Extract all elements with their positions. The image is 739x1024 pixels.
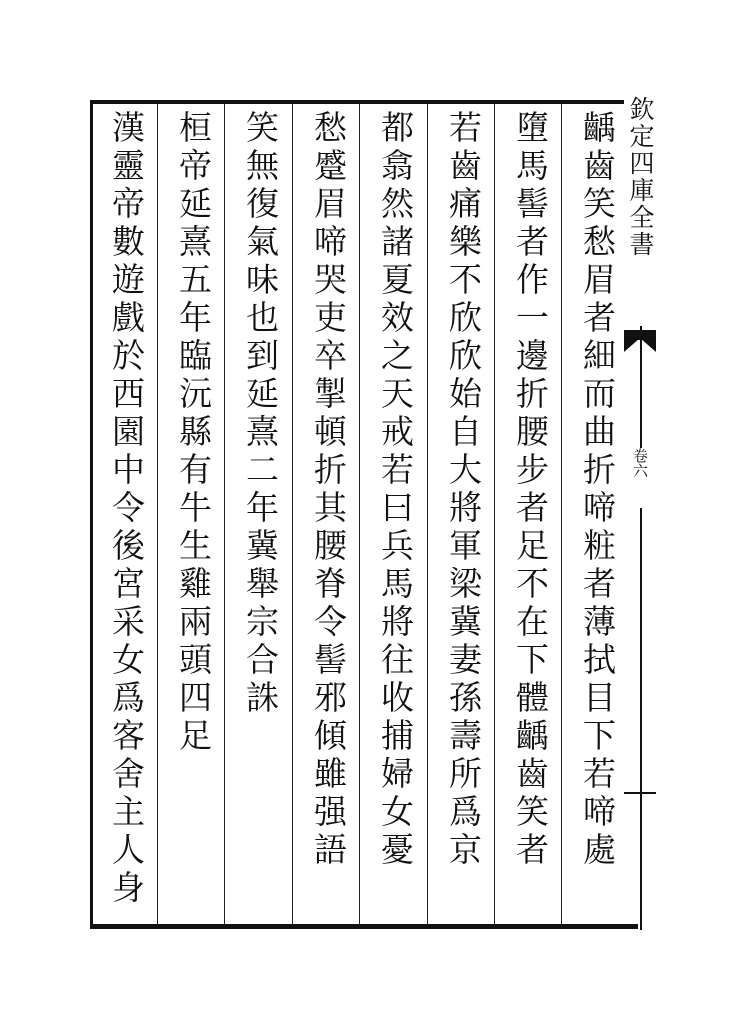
- margin-tick-mark: [624, 792, 656, 794]
- left-border-rule: [90, 100, 93, 929]
- column-divider: [359, 104, 360, 924]
- column-divider: [494, 104, 495, 924]
- collection-title: 欽定四庫全書: [624, 96, 656, 326]
- column-divider: [224, 104, 225, 924]
- text-column-6: 笑無復氣味也到延熹二年冀舉宗合誅: [241, 110, 280, 718]
- text-column-4: 都翕然諸夏效之天戒若曰兵馬將往收捕婦女憂: [376, 110, 415, 870]
- text-column-5: 愁蹙眉啼哭吏卒掣頓折其腰脊令髻邪傾雖强語: [309, 110, 348, 870]
- fish-tail-mark: [624, 338, 656, 352]
- bottom-border-rule: [92, 924, 638, 929]
- text-column-8: 漢靈帝數遊戲於西園中令後宮采女爲客舍主人身: [107, 110, 146, 908]
- column-divider: [561, 104, 562, 924]
- text-column-1: 齲齒笑愁眉者細而曲折啼粧者薄拭目下若啼處: [578, 110, 617, 870]
- column-divider: [157, 104, 158, 924]
- text-column-2: 墮馬髻者作一邊折腰步者足不在下體齲齒笑者: [511, 110, 550, 870]
- text-column-7: 桓帝延熹五年臨沅縣有牛生雞兩頭四足: [174, 110, 213, 756]
- column-divider: [292, 104, 293, 924]
- volume-label: 卷六: [628, 448, 652, 508]
- text-column-3: 若齒痛樂不欣欣始自大將軍梁冀妻孫壽所爲京: [444, 110, 483, 870]
- column-divider: [427, 104, 428, 924]
- top-border-rule: [90, 100, 638, 104]
